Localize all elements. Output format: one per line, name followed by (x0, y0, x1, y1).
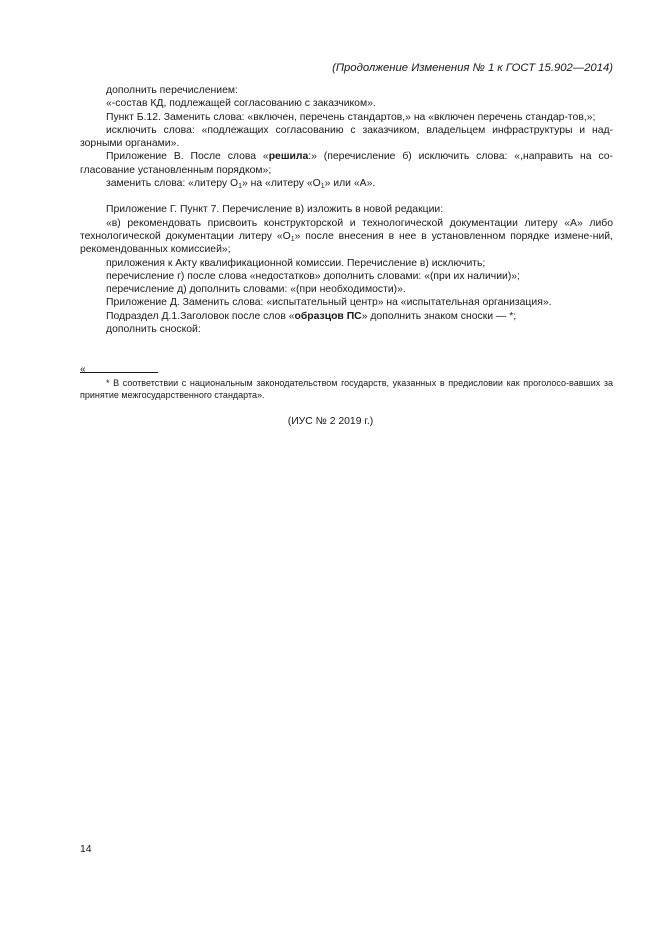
paragraph-gap (80, 190, 613, 203)
ius-reference: (ИУС № 2 2019 г.) (287, 416, 374, 427)
subscript: 1 (238, 183, 242, 191)
text-run: » на «литеру «О (241, 178, 321, 190)
subscript: 1 (290, 235, 295, 243)
text-line (80, 217, 613, 257)
text-line: перечисление д) дополнить словами: «(при необходимости)». (106, 284, 406, 296)
text-line: Пункт Б.12. Заменить слова: «включен, перечень стандартов,» на «включен перечень стандар-тов,»; (106, 111, 596, 123)
text-line: дополнить сноской: (106, 324, 201, 336)
text-line: Приложение Д. Заменить слова: «испытательный центр» на «испытательная организация». (106, 297, 552, 309)
text-run: Приложение В. После слова « (106, 151, 269, 163)
amendment-body (80, 84, 613, 336)
text-line: дополнить перечислением: (106, 85, 238, 96)
footnote-divider (80, 372, 158, 373)
footnote-text: * В соответствии с национальным законодательством государств, указанных в предисловии как проголосо-вавших за принятие межгосударственного стандарта». (80, 378, 613, 400)
text-run: » дополнить знаком сноски — *; (361, 310, 517, 322)
subscript: 1 (320, 183, 325, 191)
text-run: » после внесения в нее в установленном порядке измене-ний, рекомендованных комиссией»; (80, 230, 613, 256)
text-run: заменить слова: «литеру О (106, 178, 239, 190)
text-line (80, 177, 613, 190)
text-run: » или «А». (324, 178, 376, 190)
bold-run: решила (268, 151, 309, 163)
text-line (80, 150, 613, 177)
footnote (80, 377, 613, 401)
text-line: приложения к Акту квалификационной комиссии. Перечисление в) исключить; (106, 257, 486, 269)
text-line: «-состав КД, подлежащей согласованию с заказчиком». (106, 98, 376, 110)
text-line: перечисление г) после слова «недостатков» дополнить словами: «(при их наличии)»; (106, 270, 520, 282)
text-line: Приложение Г. Пункт 7. Перечисление в) изложить в новой редакции: (106, 204, 444, 216)
text-line: исключить слова: «подлежащих согласованию с заказчиком, владельцем инфраструктуры и над-зорными органами». (80, 124, 613, 150)
footnote-quote-mark: « (80, 364, 86, 375)
text-run: Подраздел Д.1.Заголовок после слов « (106, 310, 295, 322)
text-run: :» (перечисление б) исключить слова: «,направить на со-гласование установленным порядком»; (80, 151, 613, 176)
page-number: 14 (80, 844, 92, 855)
bold-run: образцов ПС (294, 310, 362, 322)
page-header: (Продолжение Изменения № 1 к ГОСТ 15.902—2014) (332, 62, 613, 74)
text-line (80, 310, 613, 323)
text-run: «в) рекомендовать присвоить конструкторской и технологической документации литеру «А» либо технологической документации литеру «О (80, 217, 613, 242)
